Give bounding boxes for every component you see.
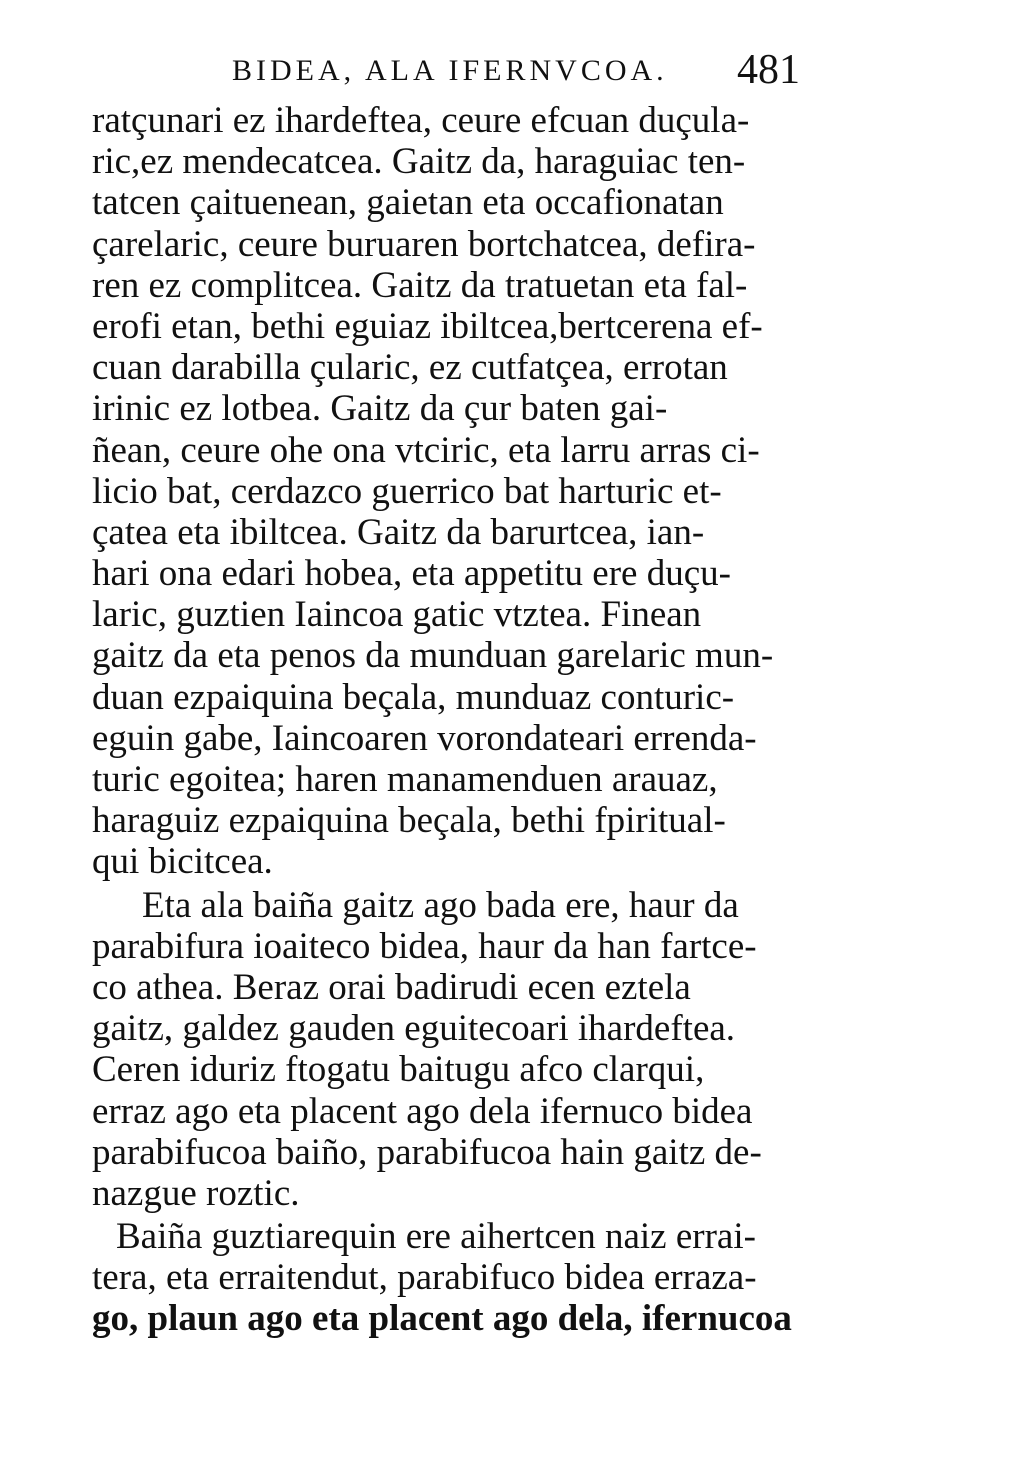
text-line: ren ez complitcea. Gaitz da tratuetan eta fal- (92, 264, 748, 306)
text-line: Ceren iduriz ftogatu baitugu afco clarqui, (92, 1049, 705, 1091)
text-line: ñean, ceure ohe ona vtciric, eta larru arras ci- (92, 429, 760, 471)
running-title: BIDEA, ALA IFERNVCOA. (232, 54, 668, 87)
running-head (232, 46, 812, 96)
text-line: çarelaric, ceure buruaren bortchatcea, defira- (92, 223, 756, 265)
text-line: ric,ez mendecatcea. Gaitz da, haraguiac ten- (92, 141, 746, 183)
text-line: co athea. Beraz orai badirudi ecen eztela (92, 966, 691, 1008)
text-line: parabifura ioaiteco bidea, haur da han fartce- (92, 925, 757, 967)
text-line: laric, guztien Iaincoa gatic vtztea. Finean (92, 594, 702, 636)
body-text (92, 100, 814, 1340)
text-line: ratçunari ez ihardeftea, ceure efcuan duçula- (92, 100, 750, 141)
text-line: turic egoitea; haren manamenduen arauaz, (92, 759, 718, 800)
text-line: cuan darabilla çularic, ez cutfatçea, errotan (92, 347, 728, 389)
text-line: haraguiz ezpaiquina beçala, bethi fpiritual- (92, 800, 726, 842)
text-line: eguin gabe, Iaincoaren vorondateari errenda- (92, 717, 757, 759)
text-line: go, plaun ago eta placent ago dela, ifernucoa (92, 1298, 792, 1340)
paragraph-start-line: Baiña guztiarequin ere aihertcen naiz errai- (116, 1216, 756, 1258)
text-line: nazgue roztic. (92, 1172, 300, 1214)
text-line: parabifucoa baiño, parabifucoa hain gaitz de- (92, 1131, 762, 1173)
text-line: erofi etan, bethi eguiaz ibiltcea,bertcerena ef- (92, 305, 763, 347)
text-line: tera, eta erraitendut, parabifuco bidea erraza- (92, 1257, 757, 1299)
page-number: 481 (737, 47, 800, 93)
text-line: erraz ago eta placent ago dela ifernuco bidea (92, 1090, 753, 1132)
text-line: irinic ez lotbea. Gaitz da çur baten gai- (92, 388, 668, 430)
text-line: duan ezpaiquina beçala, munduaz conturic- (92, 676, 735, 718)
text-line: licio bat, cerdazco guerrico bat harturic et- (92, 470, 722, 512)
text-line: gaitz da eta penos da munduan garelaric mun- (92, 635, 774, 677)
text-line: qui bicitcea. (92, 841, 273, 883)
text-line: çatea eta ibiltcea. Gaitz da barurtcea, ian- (92, 511, 705, 553)
paragraph-start-line: Eta ala baiña gaitz ago bada ere, haur da (142, 884, 739, 926)
text-line: hari ona edari hobea, eta appetitu ere duçu- (92, 553, 731, 595)
text-line: tatcen çaituenean, gaietan eta occafionatan (92, 182, 724, 224)
text-line: gaitz, galdez gauden eguitecoari ihardeftea. (92, 1008, 736, 1050)
